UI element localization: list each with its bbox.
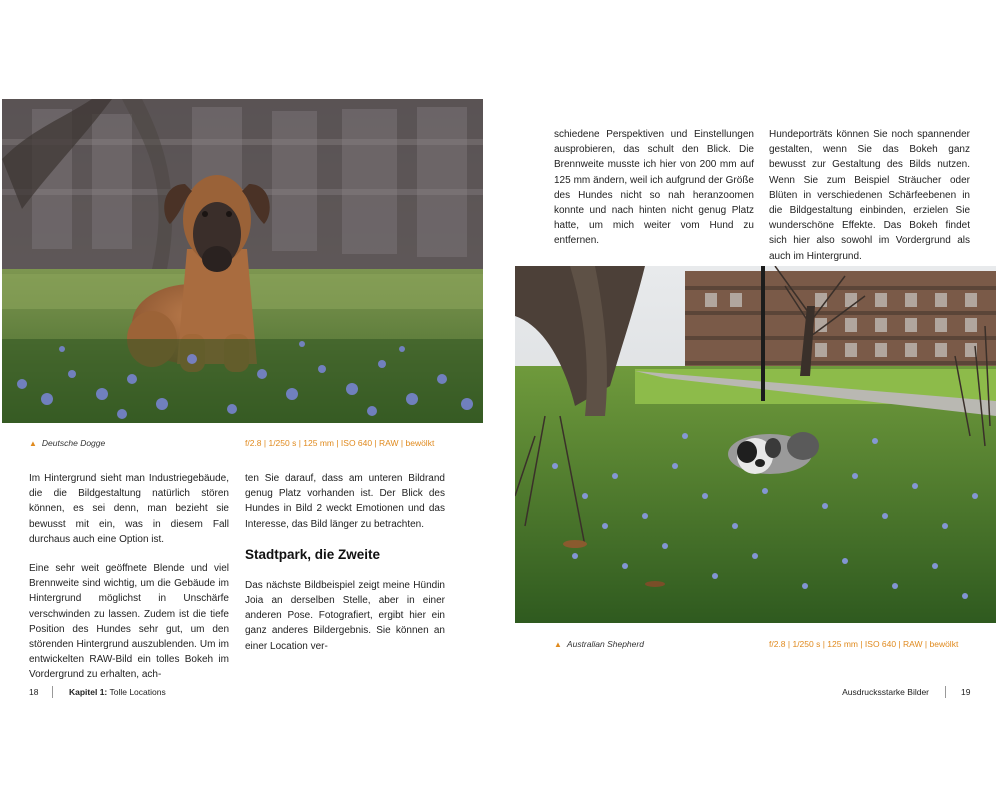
exif-right: f/2.8 | 1/250 s | 125 mm | ISO 640 | RAW | bewölkt (769, 639, 959, 649)
exif-left: f/2.8 | 1/250 s | 125 mm | ISO 640 | RAW | bewölkt (245, 438, 435, 448)
running-head-right: Ausdrucksstarke Bilder (842, 687, 929, 697)
triangle-icon: ▲ (554, 640, 562, 649)
footer-divider (52, 686, 53, 698)
right-column-2 (769, 127, 970, 278)
paragraph: Das nächste Bildbeispiel zeigt meine Hündin Joia an derselben Stelle, aber in einer anderen Pose. Fotografiert, ergibt hier ein ganz anderes Bildergebnis. Sie können an einer Location ver- (245, 579, 445, 652)
paragraph: schiedene Perspektiven und Einstellungen ausprobieren, das schult den Blick. Die Brennweite musste ich hier von 200 mm auf 125 mm ändern, weil ich aufgrund der Größe des Hundes nicht so nah heranzoomen konnte und nach hinten nicht genug Platz hatte, um mich weiter vom Hund zu entfernen. (554, 129, 754, 247)
paragraph: ten Sie darauf, dass am unteren Bildrand genug Platz vorhanden ist. Der Blick des Hundes in Bild 2 weckt Emotionen und das Interesse, das Bild länger zu betrachten. (245, 473, 445, 530)
triangle-icon: ▲ (29, 439, 37, 448)
photo-deutsche-dogge (2, 99, 483, 423)
right-column-1 (554, 127, 754, 263)
caption-left (29, 438, 105, 448)
caption-right (554, 639, 644, 649)
left-column-2 (245, 471, 445, 668)
footer-divider (945, 686, 946, 698)
caption-text: Australian Shepherd (566, 639, 644, 649)
paragraph: Im Hintergrund sieht man Industriegebäude, die die Bildgestaltung natürlich stören können, es sei denn, man bezieht sie bewusst mit ein, was in diesem Fall durchaus auch eine Option ist. (29, 473, 229, 545)
running-head-left (69, 687, 166, 697)
section-heading: Stadtpark, die Zweite (245, 546, 381, 562)
paragraph: Eine sehr weit geöffnete Blende und viel Brennweite sind wichtig, um die Gebäude im Hintergrund möglichst in Unschärfe verschwinden zu lassen. Zudem ist die tiefe Position des Hundes sehr gut, um den störenden Hintergrund auszublenden. Um im entwickelten RAW-Bild ein tolles Bokeh im Vordergrund zu erhalten, ach- (29, 563, 229, 681)
left-column-1 (29, 471, 229, 697)
caption-text: Deutsche Dogge (41, 438, 106, 448)
paragraph: Hundeporträts können Sie noch spannender gestalten, wenn Sie das Bokeh ganz bewusst zur Gestaltung des Bilds nutzen. Wenn Sie zum Beispiel Sträucher oder Blüten in verschiedenen Schärfeebenen in die Bildgestaltung einbinden, erzielen Sie wunderschöne Effekte. Das Bokeh findet sich hier also sowohl im Vordergrund als auch im Hintergrund. (769, 129, 970, 262)
chapter-label: Kapitel 1: (69, 687, 108, 697)
photo-australian-shepherd (515, 266, 996, 623)
page-number-right: 19 (961, 687, 971, 697)
page-number-left: 18 (29, 687, 39, 697)
chapter-title: Tolle Locations (109, 687, 166, 697)
